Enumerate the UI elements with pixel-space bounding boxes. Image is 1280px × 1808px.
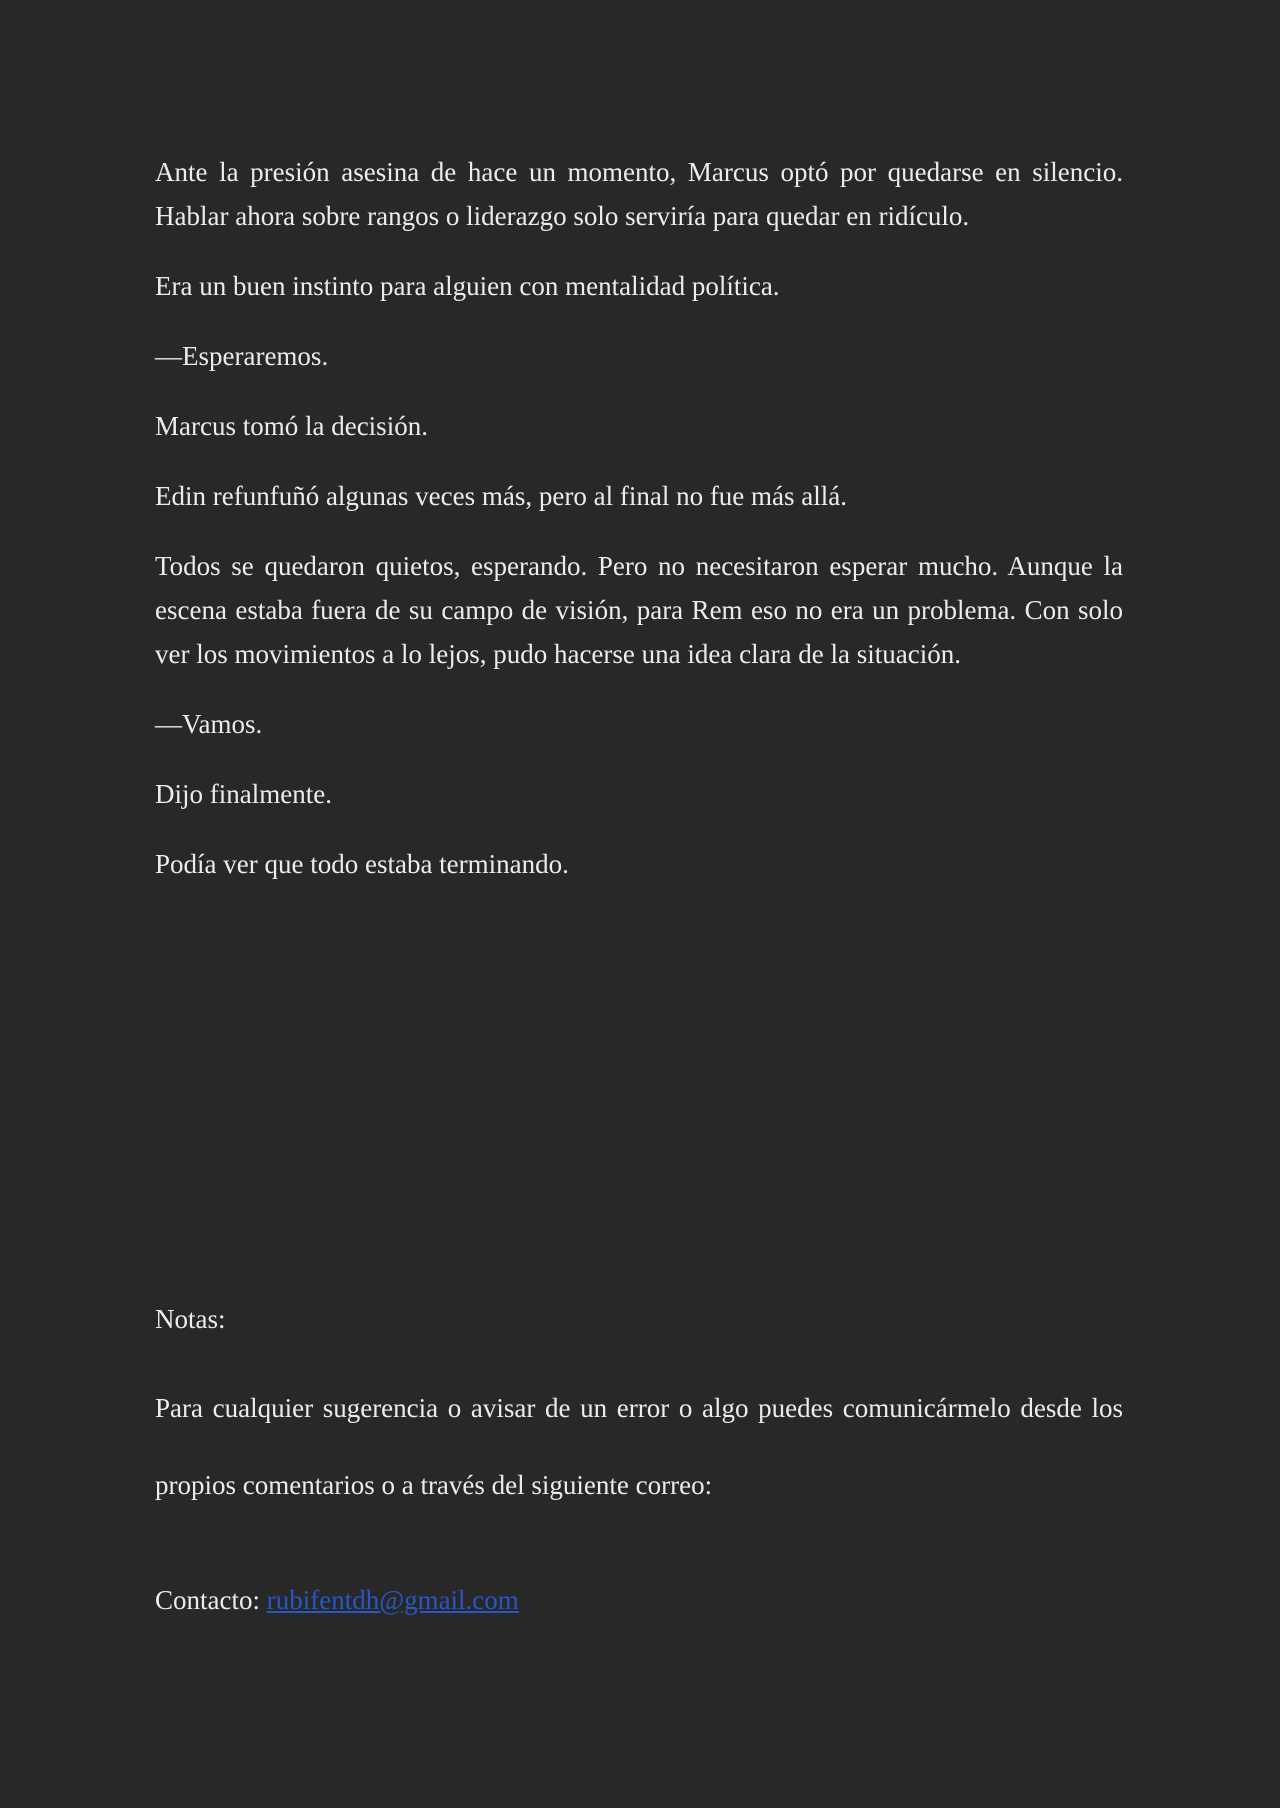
contact-email-link[interactable]: rubifentdh@gmail.com: [266, 1585, 519, 1615]
dialogue-line: —Esperaremos.: [155, 341, 329, 371]
paragraph: Podía ver que todo estaba terminando.: [155, 849, 569, 879]
paragraph: Era un buen instinto para alguien con mentalidad política.: [155, 271, 780, 301]
paragraph: Dijo finalmente.: [155, 779, 332, 809]
story-text: [155, 150, 1123, 912]
dialogue-line: —Vamos.: [155, 709, 263, 739]
contact-label: Contacto:: [155, 1585, 267, 1615]
notes-body: Para cualquier sugerencia o avisar de un error o algo puedes comunicármelo desde los propios comentarios o a través del siguiente correo:: [155, 1393, 1123, 1500]
notes-section: [155, 1297, 1123, 1622]
paragraph: Ante la presión asesina de hace un momento, Marcus optó por quedarse en silencio. Hablar ahora sobre rangos o liderazgo solo serviría para quedar en ridículo.: [155, 157, 1123, 231]
paragraph: Marcus tomó la decisión.: [155, 411, 428, 441]
paragraph: Edin refunfuñó algunas veces más, pero al final no fue más allá.: [155, 481, 848, 511]
notes-title: Notas:: [155, 1304, 226, 1334]
paragraph: Todos se quedaron quietos, esperando. Pero no necesitaron esperar mucho. Aunque la escena estaba fuera de su campo de visión, para Rem eso no era un problema. Con solo ver los movimientos a lo lejos, pudo hacerse una idea clara de la situación.: [155, 551, 1123, 669]
contact-line: [155, 1578, 1123, 1622]
